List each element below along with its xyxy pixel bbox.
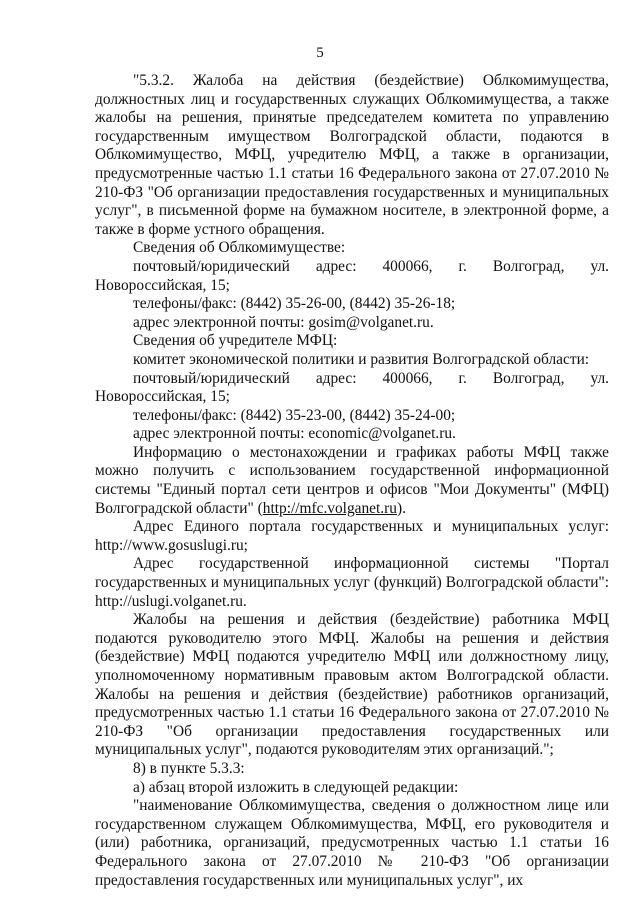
gosuslugi-portal-address: Адрес Единого портала государственных и муниципальных услуг: http://www.gosuslugi.ru; [95,518,609,554]
mfc-location-text: Информацию о местонахождении и графиках работы МФЦ также можно получить с использованием государственной информационной системы "Единый портал сети центров и офисов "Мои Документы" (МФЦ) Волгоградской области" ( [95,443,609,517]
mfc-location-info [95,444,609,518]
item-8-heading: 8) в пункте 5.3.3: [133,759,245,777]
mfc-founder-info-heading: Сведения об учредителе МФЦ: [133,332,338,350]
page-number: 5 [316,45,324,61]
oblkomimushchestvo-email: адрес электронной почты: gosim@volganet.ru. [133,313,434,331]
mfc-founder-phones: телефоны/факс: (8442) 35-23-00, (8442) 35-24-00; [133,406,456,424]
paragraph-5-3-2: "5.3.2. Жалоба на действия (бездействие) Облкомимущества, должностных лиц и государственных служащих Облкомимущества, а также жалобы на решения, принятые председателем комитета по управлению государственным имуществом Волгоградской области, подаются в Облкомимущество, МФЦ, учредителю МФЦ, а также в организации, предусмотренные частью 1.1 статьи 16 Федерального закона от 27.07.2010 № 210-ФЗ "Об организации предоставления государственных и муниципальных услуг", в письменной форме на бумажном носителе, в электронной форме, а также в форме устного обращения. [95,72,609,238]
mfc-founder-email: адрес электронной почты: economic@volganet.ru. [133,425,456,443]
oblkomimushchestvo-phones: телефоны/факс: (8442) 35-26-00, (8442) 35-26-18; [133,295,456,313]
oblkomimushchestvo-address: почтовый/юридический адрес: 400066, г. Волгоград, ул. Новороссийская, 15; [95,257,609,294]
mfc-founder-name: комитет экономической политики и развития Волгоградской области: [133,350,590,368]
mfc-portal-link[interactable]: http://mfc.volganet.ru [262,499,397,517]
mfc-founder-address: почтовый/юридический адрес: 400066, г. Волгоград, ул. Новороссийская, 15; [95,369,609,406]
item-8-a: а) абзац второй изложить в следующей редакции: [133,778,459,796]
regional-portal-address: Адрес государственной информационной системы "Портал государственных и муниципальных услуг (функций) Волгоградской области": http://uslugi.volganet.ru. [95,555,609,610]
new-paragraph-text: "наименование Облкомимущества, сведения о должностном лице или государственном служащем Облкомимущества, МФЦ, его руководителя и (или) работника, организаций, предусмотренных частью 1.1 статьи 16 Федерального закона от 27.07.2010 № 210-ФЗ "Об организации предоставления государственных или муниципальных услуг", их [95,797,609,889]
document-body [95,72,609,890]
mfc-complaints-paragraph: Жалобы на решения и действия (бездействие) работника МФЦ подаются руководителю этого МФЦ. Жалобы на решения и действия (бездействие) МФЦ подаются учредителю МФЦ или должностному лицу, уполномоченному нормативным правовым актом Волгоградской области. Жалобы на решения и действия (бездействие) работников организаций, предусмотренных частью 1.1 статьи 16 Федерального закона от 27.07.2010 № 210-ФЗ "Об организации предоставления государственных или муниципальных услуг", подаются руководителям этих организаций."; [95,611,609,759]
oblkomimushchestvo-info-heading: Сведения об Облкомимуществе: [133,239,346,257]
mfc-location-text-end: ). [396,499,406,517]
